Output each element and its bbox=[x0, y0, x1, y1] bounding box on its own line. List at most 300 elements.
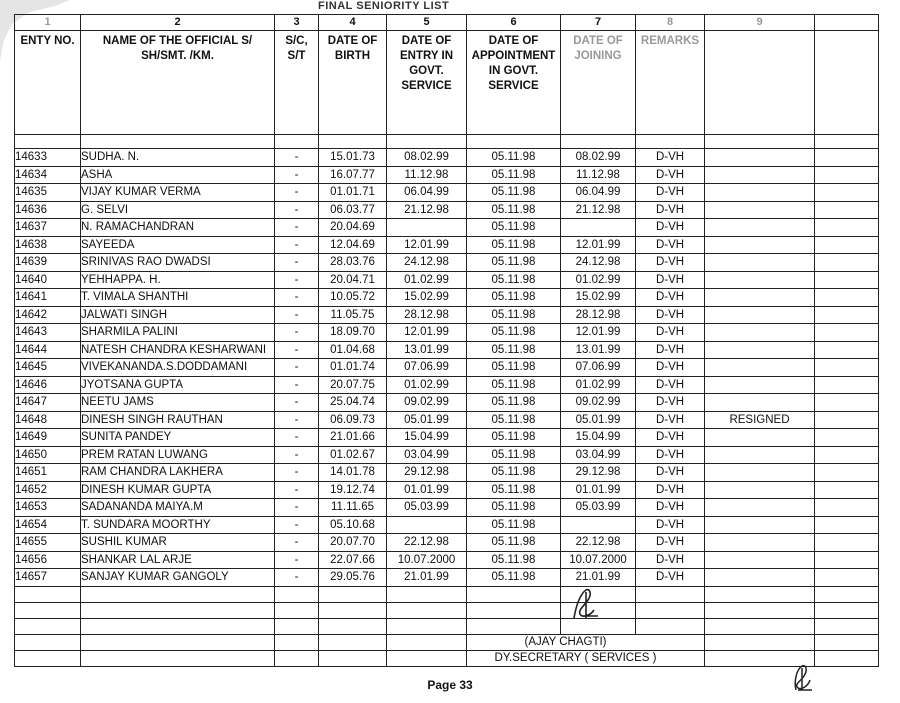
blank-cell bbox=[815, 324, 879, 342]
date-of-joining-cell: 15.04.99 bbox=[561, 429, 636, 447]
date-of-joining-cell: 10.07.2000 bbox=[561, 551, 636, 569]
table-row bbox=[15, 166, 879, 184]
grade-cell: D-VH bbox=[636, 236, 705, 254]
entry-no-cell: 14650 bbox=[15, 446, 81, 464]
seniority-table bbox=[14, 14, 879, 667]
remarks-cell bbox=[705, 341, 815, 359]
date-of-birth-cell: 06.09.73 bbox=[319, 411, 387, 429]
sc-st-cell: - bbox=[275, 341, 319, 359]
date-of-appointment-cell: 05.11.98 bbox=[467, 254, 561, 272]
date-of-joining-cell: 01.01.99 bbox=[561, 481, 636, 499]
date-of-appointment-cell: 05.11.98 bbox=[467, 341, 561, 359]
blank-cell bbox=[815, 236, 879, 254]
date-of-entry-cell: 21.12.98 bbox=[387, 201, 467, 219]
blank-cell bbox=[815, 499, 879, 517]
sc-st-cell: - bbox=[275, 219, 319, 237]
blank-cell bbox=[815, 534, 879, 552]
remarks-cell bbox=[705, 481, 815, 499]
blank-cell bbox=[815, 201, 879, 219]
sc-st-cell: - bbox=[275, 306, 319, 324]
sc-st-cell: - bbox=[275, 446, 319, 464]
official-name-cell: SRINIVAS RAO DWADSI bbox=[81, 254, 275, 272]
date-of-birth-cell: 12.04.69 bbox=[319, 236, 387, 254]
blank-cell bbox=[815, 411, 879, 429]
table-row bbox=[15, 481, 879, 499]
remarks-cell bbox=[705, 184, 815, 202]
date-of-entry-cell: 06.04.99 bbox=[387, 184, 467, 202]
entry-no-cell: 14636 bbox=[15, 201, 81, 219]
date-of-joining-cell: 09.02.99 bbox=[561, 394, 636, 412]
date-of-appointment-cell: 05.11.98 bbox=[467, 236, 561, 254]
table-row bbox=[15, 499, 879, 517]
signature-mark bbox=[568, 586, 602, 622]
entry-no-cell: 14649 bbox=[15, 429, 81, 447]
remarks-cell bbox=[705, 289, 815, 307]
entry-no-cell: 14655 bbox=[15, 534, 81, 552]
date-of-entry-cell: 29.12.98 bbox=[387, 464, 467, 482]
grade-cell: D-VH bbox=[636, 569, 705, 587]
grade-cell: D-VH bbox=[636, 499, 705, 517]
column-number: 7 bbox=[561, 15, 636, 31]
remarks-cell bbox=[705, 271, 815, 289]
blank-cell bbox=[815, 481, 879, 499]
grade-cell: D-VH bbox=[636, 534, 705, 552]
official-name-cell: RAM CHANDRA LAKHERA bbox=[81, 464, 275, 482]
table-row bbox=[15, 184, 879, 202]
official-name-cell: NATESH CHANDRA KESHARWANI bbox=[81, 341, 275, 359]
date-of-entry-cell: 05.01.99 bbox=[387, 411, 467, 429]
header-name: NAME OF THE OFFICIAL S/ SH/SMT. /KM. bbox=[81, 31, 275, 135]
table-footer bbox=[15, 586, 879, 666]
header-entry-date: DATE OF ENTRY IN GOVT. SERVICE bbox=[387, 31, 467, 135]
date-of-entry-cell: 09.02.99 bbox=[387, 394, 467, 412]
grade-cell: D-VH bbox=[636, 271, 705, 289]
official-name-cell: SHARMILA PALINI bbox=[81, 324, 275, 342]
date-of-appointment-cell: 05.11.98 bbox=[467, 184, 561, 202]
table-row bbox=[15, 271, 879, 289]
date-of-appointment-cell: 05.11.98 bbox=[467, 201, 561, 219]
column-number: 6 bbox=[467, 15, 561, 31]
date-of-appointment-cell: 05.11.98 bbox=[467, 271, 561, 289]
column-number-row bbox=[15, 15, 879, 31]
table-row bbox=[15, 534, 879, 552]
entry-no-cell: 14647 bbox=[15, 394, 81, 412]
entry-no-cell: 14645 bbox=[15, 359, 81, 377]
grade-cell: D-VH bbox=[636, 429, 705, 447]
header-blank bbox=[705, 31, 815, 135]
entry-no-cell: 14648 bbox=[15, 411, 81, 429]
date-of-joining-cell: 28.12.98 bbox=[561, 306, 636, 324]
blank-cell bbox=[815, 376, 879, 394]
date-of-joining-cell: 08.02.99 bbox=[561, 149, 636, 167]
date-of-joining-cell: 12.01.99 bbox=[561, 324, 636, 342]
grade-cell: D-VH bbox=[636, 551, 705, 569]
column-number: 2 bbox=[81, 15, 275, 31]
grade-cell: D-VH bbox=[636, 184, 705, 202]
entry-no-cell: 14634 bbox=[15, 166, 81, 184]
signatory-name: (AJAY CHAGTI) bbox=[467, 634, 705, 650]
remarks-cell bbox=[705, 499, 815, 517]
date-of-entry-cell: 12.01.99 bbox=[387, 324, 467, 342]
date-of-birth-cell: 06.03.77 bbox=[319, 201, 387, 219]
header-remarks: REMARKS bbox=[636, 31, 705, 135]
blank-cell bbox=[815, 446, 879, 464]
table-row bbox=[15, 551, 879, 569]
remarks-cell bbox=[705, 534, 815, 552]
date-of-appointment-cell: 05.11.98 bbox=[467, 499, 561, 517]
official-name-cell: ASHA bbox=[81, 166, 275, 184]
entry-no-cell: 14656 bbox=[15, 551, 81, 569]
table-row bbox=[15, 569, 879, 587]
sc-st-cell: - bbox=[275, 236, 319, 254]
remarks-cell bbox=[705, 219, 815, 237]
date-of-birth-cell: 29.05.76 bbox=[319, 569, 387, 587]
official-name-cell: T. VIMALA SHANTHI bbox=[81, 289, 275, 307]
entry-no-cell: 14653 bbox=[15, 499, 81, 517]
date-of-joining-cell: 01.02.99 bbox=[561, 271, 636, 289]
sc-st-cell: - bbox=[275, 149, 319, 167]
date-of-joining-cell: 01.02.99 bbox=[561, 376, 636, 394]
date-of-appointment-cell: 05.11.98 bbox=[467, 219, 561, 237]
date-of-birth-cell: 20.07.70 bbox=[319, 534, 387, 552]
entry-no-cell: 14643 bbox=[15, 324, 81, 342]
date-of-joining-cell: 12.01.99 bbox=[561, 236, 636, 254]
grade-cell: D-VH bbox=[636, 516, 705, 534]
date-of-entry-cell: 28.12.98 bbox=[387, 306, 467, 324]
official-name-cell: SHANKAR LAL ARJE bbox=[81, 551, 275, 569]
table-row bbox=[15, 464, 879, 482]
date-of-birth-cell: 05.10.68 bbox=[319, 516, 387, 534]
remarks-cell bbox=[705, 201, 815, 219]
date-of-appointment-cell: 05.11.98 bbox=[467, 534, 561, 552]
official-name-cell: JYOTSANA GUPTA bbox=[81, 376, 275, 394]
blank-cell bbox=[815, 289, 879, 307]
official-name-cell: T. SUNDARA MOORTHY bbox=[81, 516, 275, 534]
column-number: 8 bbox=[636, 15, 705, 31]
grade-cell: D-VH bbox=[636, 411, 705, 429]
date-of-entry-cell bbox=[387, 219, 467, 237]
sc-st-cell: - bbox=[275, 289, 319, 307]
official-name-cell: YEHHAPPA. H. bbox=[81, 271, 275, 289]
column-number: 5 bbox=[387, 15, 467, 31]
date-of-appointment-cell: 05.11.98 bbox=[467, 149, 561, 167]
date-of-joining-cell: 21.01.99 bbox=[561, 569, 636, 587]
date-of-birth-cell: 21.01.66 bbox=[319, 429, 387, 447]
date-of-birth-cell: 11.11.65 bbox=[319, 499, 387, 517]
official-name-cell: G. SELVI bbox=[81, 201, 275, 219]
remarks-cell bbox=[705, 236, 815, 254]
grade-cell: D-VH bbox=[636, 289, 705, 307]
date-of-entry-cell: 12.01.99 bbox=[387, 236, 467, 254]
date-of-entry-cell: 15.02.99 bbox=[387, 289, 467, 307]
table-row bbox=[15, 149, 879, 167]
signatory-name-row bbox=[15, 634, 879, 650]
remarks-cell bbox=[705, 376, 815, 394]
blank-cell bbox=[815, 394, 879, 412]
official-name-cell: SUSHIL KUMAR bbox=[81, 534, 275, 552]
remarks-cell bbox=[705, 149, 815, 167]
column-number: 9 bbox=[705, 15, 815, 31]
official-name-cell: DINESH SINGH RAUTHAN bbox=[81, 411, 275, 429]
remarks-cell bbox=[705, 551, 815, 569]
date-of-entry-cell: 24.12.98 bbox=[387, 254, 467, 272]
date-of-joining-cell: 13.01.99 bbox=[561, 341, 636, 359]
table-row bbox=[15, 446, 879, 464]
header-entry-no: ENTY NO. bbox=[15, 31, 81, 135]
document-title: FINAL SENIORITY LIST bbox=[318, 0, 450, 12]
remarks-cell bbox=[705, 359, 815, 377]
date-of-entry-cell: 05.03.99 bbox=[387, 499, 467, 517]
sc-st-cell: - bbox=[275, 201, 319, 219]
remarks-cell bbox=[705, 324, 815, 342]
blank-cell bbox=[815, 341, 879, 359]
grade-cell: D-VH bbox=[636, 376, 705, 394]
date-of-birth-cell: 10.05.72 bbox=[319, 289, 387, 307]
blank-cell bbox=[815, 359, 879, 377]
remarks-cell bbox=[705, 429, 815, 447]
date-of-entry-cell bbox=[387, 516, 467, 534]
sc-st-cell: - bbox=[275, 411, 319, 429]
signatory-designation-row bbox=[15, 650, 879, 666]
sc-st-cell: - bbox=[275, 184, 319, 202]
grade-cell: D-VH bbox=[636, 201, 705, 219]
remarks-cell bbox=[705, 254, 815, 272]
table-row bbox=[15, 201, 879, 219]
table-row bbox=[15, 341, 879, 359]
date-of-entry-cell: 07.06.99 bbox=[387, 359, 467, 377]
sc-st-cell: - bbox=[275, 376, 319, 394]
date-of-birth-cell: 14.01.78 bbox=[319, 464, 387, 482]
column-number: 1 bbox=[15, 15, 81, 31]
official-name-cell: DINESH KUMAR GUPTA bbox=[81, 481, 275, 499]
official-name-cell: SADANANDA MAIYA.M bbox=[81, 499, 275, 517]
remarks-cell bbox=[705, 306, 815, 324]
blank-row bbox=[15, 602, 879, 618]
sc-st-cell: - bbox=[275, 464, 319, 482]
date-of-joining-cell: 03.04.99 bbox=[561, 446, 636, 464]
sc-st-cell: - bbox=[275, 499, 319, 517]
date-of-appointment-cell: 05.11.98 bbox=[467, 551, 561, 569]
sc-st-cell: - bbox=[275, 429, 319, 447]
date-of-joining-cell: 24.12.98 bbox=[561, 254, 636, 272]
entry-no-cell: 14642 bbox=[15, 306, 81, 324]
date-of-birth-cell: 19.12.74 bbox=[319, 481, 387, 499]
blank-cell bbox=[815, 149, 879, 167]
date-of-joining-cell: 05.01.99 bbox=[561, 411, 636, 429]
date-of-joining-cell: 07.06.99 bbox=[561, 359, 636, 377]
date-of-birth-cell: 22.07.66 bbox=[319, 551, 387, 569]
entry-no-cell: 14637 bbox=[15, 219, 81, 237]
date-of-birth-cell: 20.04.71 bbox=[319, 271, 387, 289]
entry-no-cell: 14639 bbox=[15, 254, 81, 272]
official-name-cell: N. RAMACHANDRAN bbox=[81, 219, 275, 237]
date-of-birth-cell: 28.03.76 bbox=[319, 254, 387, 272]
blank-row bbox=[15, 586, 879, 602]
table-row bbox=[15, 219, 879, 237]
grade-cell: D-VH bbox=[636, 481, 705, 499]
date-of-appointment-cell: 05.11.98 bbox=[467, 411, 561, 429]
entry-no-cell: 14640 bbox=[15, 271, 81, 289]
header-appointment: DATE OF APPOINTMENT IN GOVT. SERVICE bbox=[467, 31, 561, 135]
date-of-joining-cell bbox=[561, 219, 636, 237]
remarks-cell bbox=[705, 516, 815, 534]
official-name-cell: SANJAY KUMAR GANGOLY bbox=[81, 569, 275, 587]
table-row bbox=[15, 306, 879, 324]
table-row bbox=[15, 236, 879, 254]
sc-st-cell: - bbox=[275, 324, 319, 342]
grade-cell: D-VH bbox=[636, 446, 705, 464]
date-of-entry-cell: 15.04.99 bbox=[387, 429, 467, 447]
header-gap-row bbox=[15, 135, 879, 149]
date-of-birth-cell: 20.04.69 bbox=[319, 219, 387, 237]
blank-cell bbox=[815, 429, 879, 447]
table-row bbox=[15, 394, 879, 412]
column-number: 3 bbox=[275, 15, 319, 31]
table-row bbox=[15, 254, 879, 272]
sc-st-cell: - bbox=[275, 569, 319, 587]
official-name-cell: SUNITA PANDEY bbox=[81, 429, 275, 447]
date-of-birth-cell: 01.02.67 bbox=[319, 446, 387, 464]
column-number-empty bbox=[815, 15, 879, 31]
date-of-joining-cell: 11.12.98 bbox=[561, 166, 636, 184]
grade-cell: D-VH bbox=[636, 464, 705, 482]
sc-st-cell: - bbox=[275, 254, 319, 272]
remarks-cell bbox=[705, 166, 815, 184]
entry-no-cell: 14633 bbox=[15, 149, 81, 167]
sc-st-cell: - bbox=[275, 534, 319, 552]
page-number: Page 33 bbox=[427, 678, 473, 692]
remarks-cell bbox=[705, 394, 815, 412]
sc-st-cell: - bbox=[275, 516, 319, 534]
remarks-cell bbox=[705, 464, 815, 482]
blank-cell bbox=[815, 464, 879, 482]
table-row bbox=[15, 324, 879, 342]
table-row bbox=[15, 516, 879, 534]
official-name-cell: SAYEEDA bbox=[81, 236, 275, 254]
grade-cell: D-VH bbox=[636, 359, 705, 377]
date-of-entry-cell: 03.04.99 bbox=[387, 446, 467, 464]
date-of-appointment-cell: 05.11.98 bbox=[467, 569, 561, 587]
sc-st-cell: - bbox=[275, 551, 319, 569]
blank-cell bbox=[815, 516, 879, 534]
sc-st-cell: - bbox=[275, 394, 319, 412]
grade-cell: D-VH bbox=[636, 394, 705, 412]
date-of-entry-cell: 22.12.98 bbox=[387, 534, 467, 552]
date-of-joining-cell: 05.03.99 bbox=[561, 499, 636, 517]
table-row bbox=[15, 359, 879, 377]
date-of-joining-cell: 22.12.98 bbox=[561, 534, 636, 552]
entry-no-cell: 14646 bbox=[15, 376, 81, 394]
official-name-cell: VIJAY KUMAR VERMA bbox=[81, 184, 275, 202]
grade-cell: D-VH bbox=[636, 306, 705, 324]
header-joining: DATE OF JOINING bbox=[561, 31, 636, 135]
sc-st-cell: - bbox=[275, 271, 319, 289]
blank-row bbox=[15, 618, 879, 634]
date-of-joining-cell: 15.02.99 bbox=[561, 289, 636, 307]
grade-cell: D-VH bbox=[636, 324, 705, 342]
date-of-birth-cell: 18.09.70 bbox=[319, 324, 387, 342]
sc-st-cell: - bbox=[275, 166, 319, 184]
remarks-cell: RESIGNED bbox=[705, 411, 815, 429]
remarks-cell bbox=[705, 569, 815, 587]
header-blank-2 bbox=[815, 31, 879, 135]
date-of-appointment-cell: 05.11.98 bbox=[467, 464, 561, 482]
blank-cell bbox=[815, 166, 879, 184]
table-row bbox=[15, 289, 879, 307]
date-of-birth-cell: 16.07.77 bbox=[319, 166, 387, 184]
entry-no-cell: 14651 bbox=[15, 464, 81, 482]
date-of-entry-cell: 01.02.99 bbox=[387, 271, 467, 289]
date-of-entry-cell: 10.07.2000 bbox=[387, 551, 467, 569]
signatory-designation: DY.SECRETARY ( SERVICES ) bbox=[467, 650, 705, 666]
date-of-appointment-cell: 05.11.98 bbox=[467, 446, 561, 464]
grade-cell: D-VH bbox=[636, 149, 705, 167]
entry-no-cell: 14644 bbox=[15, 341, 81, 359]
entry-no-cell: 14654 bbox=[15, 516, 81, 534]
table-body bbox=[15, 149, 879, 587]
blank-cell bbox=[815, 254, 879, 272]
official-name-cell: VIVEKANANDA.S.DODDAMANI bbox=[81, 359, 275, 377]
blank-cell bbox=[815, 569, 879, 587]
date-of-appointment-cell: 05.11.98 bbox=[467, 429, 561, 447]
blank-cell bbox=[815, 219, 879, 237]
date-of-appointment-cell: 05.11.98 bbox=[467, 289, 561, 307]
date-of-joining-cell bbox=[561, 516, 636, 534]
date-of-entry-cell: 11.12.98 bbox=[387, 166, 467, 184]
header-sc-st: S/C, S/T bbox=[275, 31, 319, 135]
blank-cell bbox=[815, 184, 879, 202]
date-of-entry-cell: 21.01.99 bbox=[387, 569, 467, 587]
table-row bbox=[15, 376, 879, 394]
official-name-cell: PREM RATAN LUWANG bbox=[81, 446, 275, 464]
entry-no-cell: 14638 bbox=[15, 236, 81, 254]
table-row bbox=[15, 411, 879, 429]
date-of-entry-cell: 01.02.99 bbox=[387, 376, 467, 394]
date-of-birth-cell: 20.07.75 bbox=[319, 376, 387, 394]
date-of-appointment-cell: 05.11.98 bbox=[467, 481, 561, 499]
date-of-entry-cell: 08.02.99 bbox=[387, 149, 467, 167]
official-name-cell: NEETU JAMS bbox=[81, 394, 275, 412]
date-of-entry-cell: 01.01.99 bbox=[387, 481, 467, 499]
date-of-appointment-cell: 05.11.98 bbox=[467, 516, 561, 534]
date-of-joining-cell: 21.12.98 bbox=[561, 201, 636, 219]
date-of-appointment-cell: 05.11.98 bbox=[467, 359, 561, 377]
date-of-appointment-cell: 05.11.98 bbox=[467, 376, 561, 394]
date-of-appointment-cell: 05.11.98 bbox=[467, 306, 561, 324]
entry-no-cell: 14641 bbox=[15, 289, 81, 307]
sc-st-cell: - bbox=[275, 481, 319, 499]
grade-cell: D-VH bbox=[636, 219, 705, 237]
entry-no-cell: 14652 bbox=[15, 481, 81, 499]
column-number: 4 bbox=[319, 15, 387, 31]
date-of-appointment-cell: 05.11.98 bbox=[467, 166, 561, 184]
table-row bbox=[15, 429, 879, 447]
date-of-entry-cell: 13.01.99 bbox=[387, 341, 467, 359]
date-of-birth-cell: 01.01.74 bbox=[319, 359, 387, 377]
sc-st-cell: - bbox=[275, 359, 319, 377]
date-of-birth-cell: 25.04.74 bbox=[319, 394, 387, 412]
official-name-cell: SUDHA. N. bbox=[81, 149, 275, 167]
blank-cell bbox=[815, 551, 879, 569]
blank-cell bbox=[815, 271, 879, 289]
date-of-birth-cell: 11.05.75 bbox=[319, 306, 387, 324]
date-of-birth-cell: 15.01.73 bbox=[319, 149, 387, 167]
date-of-birth-cell: 01.04.68 bbox=[319, 341, 387, 359]
grade-cell: D-VH bbox=[636, 341, 705, 359]
date-of-joining-cell: 06.04.99 bbox=[561, 184, 636, 202]
entry-no-cell: 14657 bbox=[15, 569, 81, 587]
date-of-birth-cell: 01.01.71 bbox=[319, 184, 387, 202]
